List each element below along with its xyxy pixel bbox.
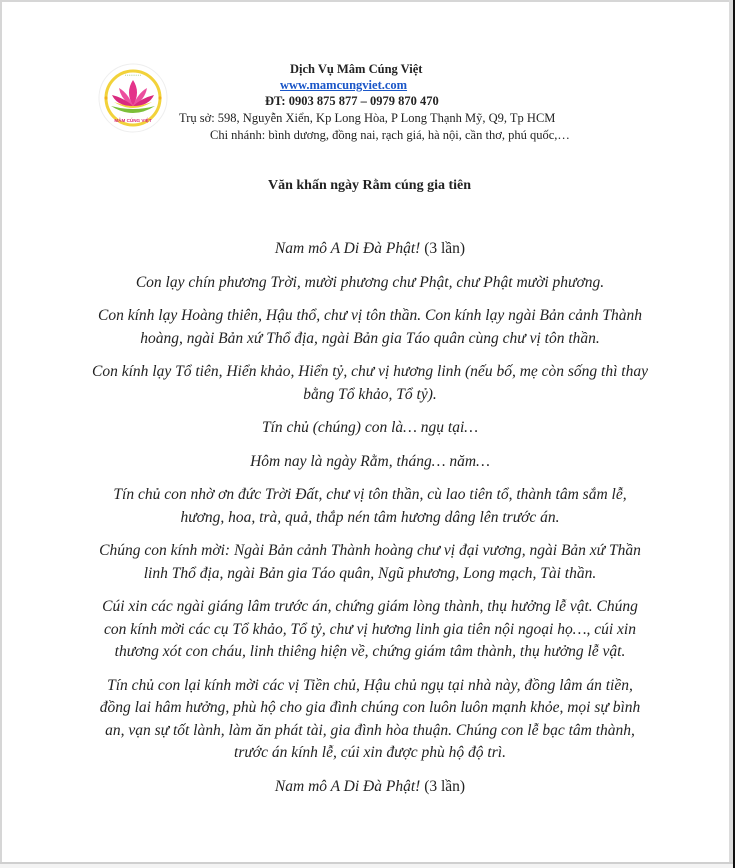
invocation-italic: Nam mô A Di Đà Phật! (274, 240, 421, 257)
document-page (2, 2, 729, 862)
paragraph (90, 272, 650, 295)
svg-text:MÂM CÚNG VIỆT: MÂM CÚNG VIỆT (114, 118, 152, 123)
paragraph (90, 484, 650, 529)
website-link[interactable]: www.mamcungviet.com (280, 78, 408, 92)
svg-text:• • • • • • • • •: • • • • • • • • • (124, 73, 142, 77)
paragraph-text: Con kính lạy Tổ tiên, Hiển khảo, Hiển tỷ, chư vị hương linh (nếu bố, mẹ còn sống thì thay bằng Tổ khảo, Tổ tỷ). (92, 363, 648, 403)
branch-list: Chi nhánh: bình dương, đồng nai, rạch giá, hà nội, cần thơ, phú quốc,… (210, 128, 570, 142)
prayer-text (90, 238, 650, 809)
head-office-address: Trụ sở: 598, Nguyễn Xiển, Kp Long Hòa, P Long Thạnh Mỹ, Q9, Tp HCM (179, 111, 556, 125)
paragraph-text: Hôm nay là ngày Rằm, tháng… năm… (250, 452, 490, 470)
phone-number: ĐT: 0903 875 877 – 0979 870 470 (265, 94, 439, 108)
paragraph-text: Tín chủ con lại kính mời các vị Tiền chủ, Hậu chủ ngụ tại nhà này, đồng lâm án tiền, đồng lai hâm hưởng, phù hộ cho gia đình chúng con luôn luôn mạnh khỏe, mọi sự bình an, vạn sự tốt lành, làm ăn phát tài, gia đình hòa thuận. Chúng con lễ bạc tâm thành, trước án kính lễ, cúi xin được phù hộ độ trì. (99, 676, 641, 761)
paragraph-text: Con lạy chín phương Trời, mười phương chư Phật, chư Phật mười phương. (135, 273, 605, 291)
invocation-repeat: (3 lần) (420, 777, 466, 795)
paragraph-text: Tín chủ (chúng) con là… ngụ tại… (261, 419, 479, 436)
closing-invocation (90, 776, 650, 799)
paragraph-text: Cúi xin các ngài giáng lâm trước án, chứng giám lòng thành, thụ hưởng lễ vật. Chúng con kính mời các cụ Tổ khảo, Tổ tỷ, chư vị hương linh gia tiên nội ngoại họ…, cúi xin thương xót con cháu, linh thiêng hiện về, chứng giám tâm thành, thụ hưởng lễ vật. (102, 598, 638, 660)
paragraph (90, 596, 650, 664)
paragraph (90, 540, 650, 585)
paragraph-text: Chúng con kính mời: Ngài Bản cảnh Thành hoàng chư vị đại vương, ngài Bản xứ Thần linh Thổ địa, ngài Bản gia Táo quân, Ngũ phương, Long mạch, Tài thần. (99, 542, 641, 582)
paragraph (90, 361, 650, 406)
opening-invocation (90, 238, 650, 261)
invocation-repeat: (3 lần) (420, 240, 466, 257)
document-title: Văn khấn ngày Rằm cúng gia tiên (267, 178, 472, 193)
paragraph (90, 417, 650, 440)
paragraph (90, 675, 650, 765)
lotus-logo-icon (97, 62, 169, 134)
paragraph (90, 451, 650, 474)
page-frame-bottom (0, 862, 733, 864)
company-name: Dịch Vụ Mâm Cúng Việt (290, 62, 423, 76)
paragraph (90, 305, 650, 350)
paragraph-text: Con kính lạy Hoàng thiên, Hậu thổ, chư vị tôn thần. Con kính lạy ngài Bản cảnh Thành hoàng, ngài Bản xứ Thổ địa, ngài Bản gia Táo quân cùng chư vị tôn thần. (97, 307, 642, 347)
paragraph-text: Tín chủ con nhờ ơn đức Trời Đất, chư vị tôn thần, cù lao tiên tổ, thành tâm sắm lễ, hương, hoa, trà, quả, thắp nén tâm hương dâng lên trước án. (113, 486, 627, 526)
invocation-italic: Nam mô A Di Đà Phật! (274, 777, 421, 795)
